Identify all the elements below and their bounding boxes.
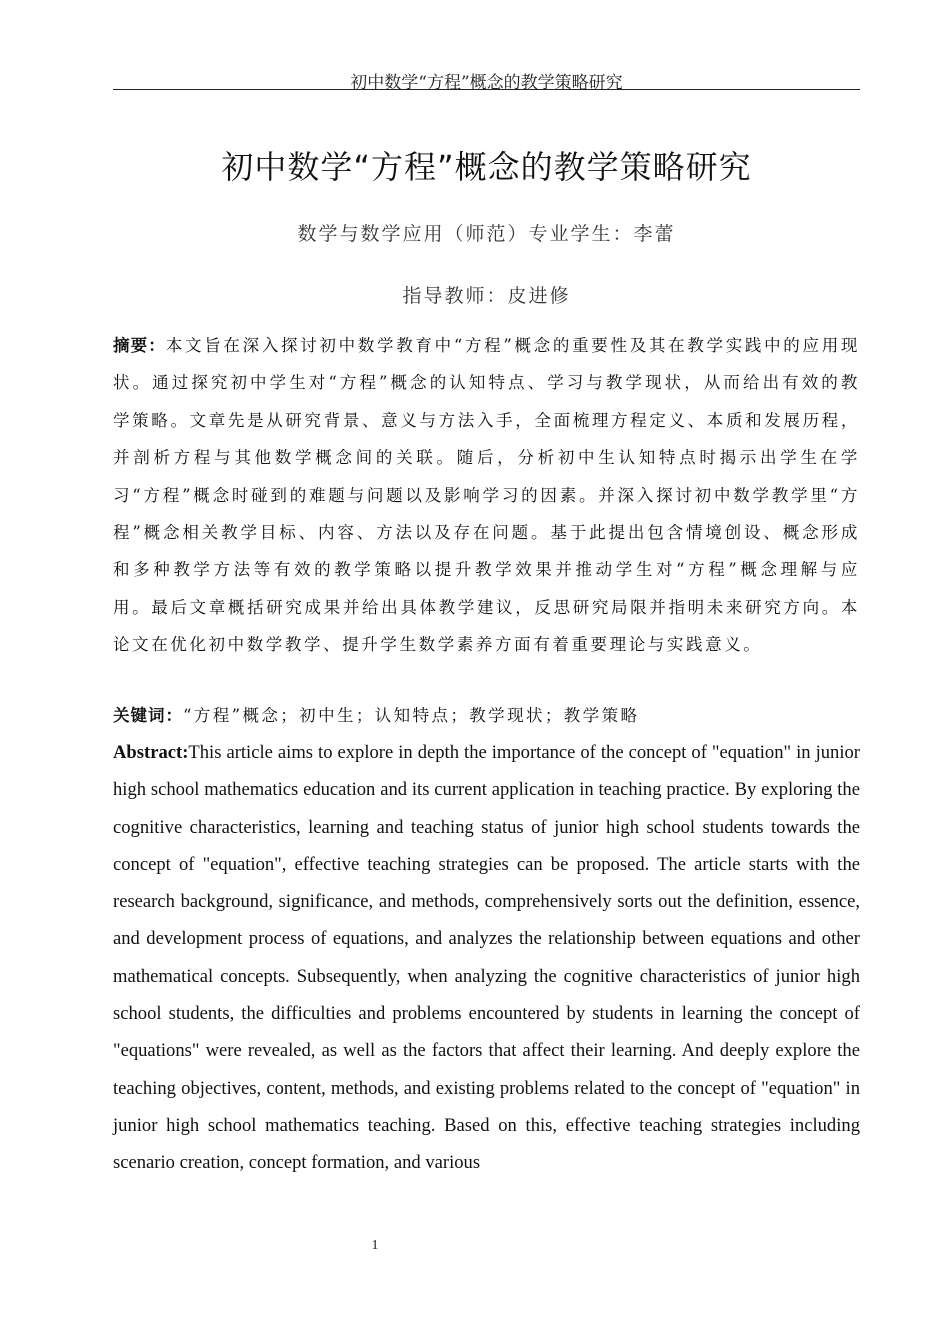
keywords-cn [113,701,860,731]
abstract-cn-text: 本文旨在深入探讨初中数学教育中“方程”概念的重要性及其在教学实践中的应用现状。通过探究初中学生对“方程”概念的认知特点、学习与教学现状，从而给出有效的教学策略。文章先是从研究背景、意义与方法入手，全面梳理方程定义、本质和发展历程，并剖析方程与其他数学概念间的关联。随后，分析初中生认知特点时揭示出学生在学习“方程”概念时碰到的难题与问题以及影响学习的因素。并深入探讨初中数学教学里“方程”概念相关教学目标、内容、方法以及存在问题。基于此提出包含情境创设、概念形成和多种教学方法等有效的教学策略以提升教学效果并推动学生对“方程”概念理解与应用。最后文章概括研究成果并给出具体教学建议，反思研究局限并指明未来研究方向。本论文在优化初中数学教学、提升学生数学素养方面有着重要理论与实践意义。 [113,336,861,655]
abstract-cn [113,327,860,664]
author-line: 数学与数学应用（师范）专业学生：李蕾 [297,223,676,245]
page-number: 1 [371,1238,379,1253]
paper-title: 初中数学“方程”概念的教学策略研究 [221,148,752,186]
abstract-en-label: Abstract: [113,742,189,763]
running-header: 初中数学“方程”概念的教学策略研究 [350,73,623,93]
abstract-en-text: This article aims to explore in depth the importance of the concept of "equation" in junior high school mathematics education and its current application in teaching practice. By exploring the cognitive characteristics, learning and teaching status of junior high school students towards the concept of "equation", effective teaching strategies can be proposed. The article starts with the research background, significance, and methods, comprehensively sorts out the definition, essence, and development process of equations, and analyzes the relationship between equations and other mathematical concepts. Subsequently, when analyzing the cognitive characteristics of junior high school students, the difficulties and problems encountered by students in learning the concept of "equations" were revealed, as well as the factors that affect their learning. And deeply explore the teaching objectives, content, methods, and existing problems related to the concept of "equation" in junior high school mathematics teaching. Based on this, effective teaching strategies including scenario creation, concept formation, and various [113,742,860,1174]
keywords-cn-label: 关键词： [113,706,183,725]
advisor-line: 指导教师：皮进修 [402,285,571,307]
keywords-cn-text: “方程”概念；初中生；认知特点；教学现状；教学策略 [183,706,640,725]
header-rule [113,89,860,90]
abstract-en [113,734,860,1182]
abstract-cn-label: 摘要： [113,336,166,355]
